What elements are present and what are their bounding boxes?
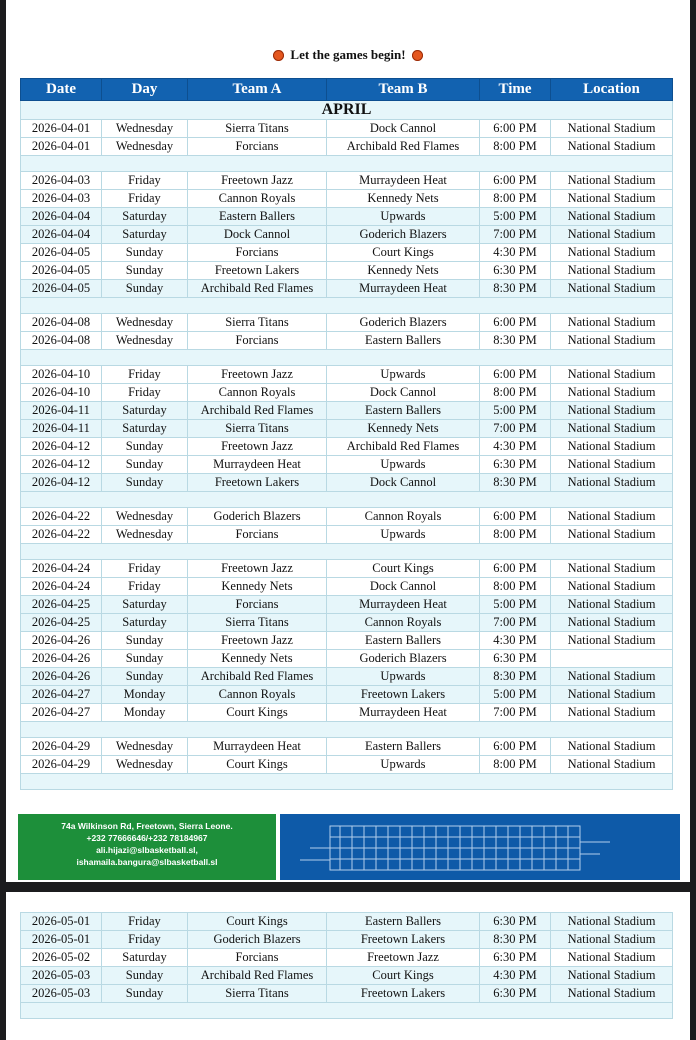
cell-day: Wednesday [102,508,188,526]
cell-team-a: Cannon Royals [188,686,327,704]
cell-date: 2026-04-12 [21,438,102,456]
table-row [21,931,673,949]
cell-team-a: Forcians [188,596,327,614]
cell-date: 2026-04-24 [21,560,102,578]
cell-team-b: Cannon Royals [327,614,480,632]
cell-team-a: Archibald Red Flames [188,668,327,686]
cell-time: 8:30 PM [480,474,551,492]
schedule-page-1 [6,0,690,882]
contact-block [18,814,276,880]
cell-team-b: Kennedy Nets [327,420,480,438]
cell-date: 2026-04-03 [21,190,102,208]
cell-date: 2026-04-25 [21,614,102,632]
cell-date: 2026-04-22 [21,526,102,544]
cell-date: 2026-04-03 [21,172,102,190]
cell-team-b: Dock Cannol [327,474,480,492]
table-row [21,420,673,438]
cell-time: 7:00 PM [480,614,551,632]
cell-team-a: Forcians [188,526,327,544]
month-row [21,101,673,120]
cell-day: Monday [102,704,188,722]
cell-day: Sunday [102,650,188,668]
cell-time: 8:00 PM [480,526,551,544]
cell-date: 2026-04-25 [21,596,102,614]
cell-team-b: Court Kings [327,560,480,578]
cell-date: 2026-04-27 [21,704,102,722]
cell-location: National Stadium [551,190,673,208]
cell-team-a: Murraydeen Heat [188,738,327,756]
cell-location: National Stadium [551,420,673,438]
cell-time: 6:00 PM [480,120,551,138]
cell-location: National Stadium [551,366,673,384]
cell-day: Sunday [102,262,188,280]
cell-day: Wednesday [102,314,188,332]
cell-time: 6:30 PM [480,262,551,280]
cell-location: National Stadium [551,967,673,985]
cell-location: National Stadium [551,614,673,632]
cell-day: Saturday [102,402,188,420]
cell-team-b: Upwards [327,208,480,226]
cell-location: National Stadium [551,208,673,226]
cell-location: National Stadium [551,596,673,614]
cell-day: Wednesday [102,526,188,544]
cell-date: 2026-04-24 [21,578,102,596]
cell-day: Friday [102,384,188,402]
cell-location: National Stadium [551,332,673,350]
cell-day: Wednesday [102,332,188,350]
cell-team-a: Goderich Blazers [188,931,327,949]
table-row [21,120,673,138]
cell-location: National Stadium [551,668,673,686]
cell-day: Friday [102,913,188,931]
table-row [21,226,673,244]
cell-team-b: Upwards [327,456,480,474]
cell-team-a: Eastern Ballers [188,208,327,226]
cell-team-a: Dock Cannol [188,226,327,244]
table-row [21,244,673,262]
cell-day: Saturday [102,226,188,244]
cell-date: 2026-04-26 [21,632,102,650]
cell-date: 2026-04-11 [21,420,102,438]
cell-time: 6:00 PM [480,172,551,190]
cell-team-a: Sierra Titans [188,985,327,1003]
cell-team-b: Murraydeen Heat [327,280,480,298]
cell-time: 8:00 PM [480,190,551,208]
table-row [21,596,673,614]
cell-date: 2026-05-03 [21,967,102,985]
cell-time: 5:00 PM [480,208,551,226]
cell-date: 2026-04-08 [21,332,102,350]
cell-location: National Stadium [551,578,673,596]
email-1: ali.hijazi@slbasketball.sl, [96,845,198,855]
cell-day: Wednesday [102,120,188,138]
cell-team-b: Upwards [327,526,480,544]
cell-date: 2026-04-01 [21,138,102,156]
cell-day: Sunday [102,456,188,474]
table-row [21,650,673,668]
cell-location: National Stadium [551,244,673,262]
cell-date: 2026-04-08 [21,314,102,332]
cell-team-b: Archibald Red Flames [327,138,480,156]
cell-team-b: Kennedy Nets [327,262,480,280]
cell-time: 6:30 PM [480,985,551,1003]
cell-time: 7:00 PM [480,704,551,722]
cell-day: Sunday [102,280,188,298]
cell-time: 6:00 PM [480,508,551,526]
cell-date: 2026-04-10 [21,384,102,402]
cell-team-b: Murraydeen Heat [327,172,480,190]
cell-team-a: Sierra Titans [188,314,327,332]
cell-time: 8:30 PM [480,931,551,949]
cell-team-a: Sierra Titans [188,120,327,138]
table-row [21,172,673,190]
cell-team-b: Cannon Royals [327,508,480,526]
table-row [21,332,673,350]
cell-team-a: Freetown Lakers [188,262,327,280]
cell-date: 2026-04-12 [21,456,102,474]
table-row [21,686,673,704]
cell-team-b: Goderich Blazers [327,314,480,332]
cell-day: Friday [102,190,188,208]
table-row [21,138,673,156]
table-row [21,508,673,526]
table-row [21,632,673,650]
cell-date: 2026-04-27 [21,686,102,704]
cell-location: National Stadium [551,686,673,704]
cell-team-b: Court Kings [327,244,480,262]
cell-day: Saturday [102,596,188,614]
cell-team-b: Kennedy Nets [327,190,480,208]
footer-graphic-panel [280,814,680,880]
cell-team-a: Archibald Red Flames [188,402,327,420]
table-row [21,314,673,332]
cell-day: Sunday [102,967,188,985]
table-row [21,668,673,686]
cell-day: Wednesday [102,738,188,756]
spacer-row [21,1003,673,1019]
cell-date: 2026-04-22 [21,508,102,526]
cell-day: Sunday [102,474,188,492]
cell-team-a: Forcians [188,244,327,262]
table-row [21,366,673,384]
table-row [21,985,673,1003]
cell-location: National Stadium [551,384,673,402]
cell-team-b: Eastern Ballers [327,332,480,350]
phone-numbers: +232 77666646/+232 78184967 [86,833,208,843]
cell-team-a: Kennedy Nets [188,650,327,668]
cell-time: 6:30 PM [480,913,551,931]
schedule-page-2 [6,892,690,1040]
cell-location: National Stadium [551,314,673,332]
cell-team-a: Freetown Jazz [188,438,327,456]
cell-team-b: Goderich Blazers [327,226,480,244]
cell-date: 2026-04-11 [21,402,102,420]
cell-time: 6:00 PM [480,560,551,578]
cell-team-b: Dock Cannol [327,384,480,402]
table-row [21,402,673,420]
cell-date: 2026-05-01 [21,913,102,931]
table-header-row [21,79,673,101]
cell-team-a: Court Kings [188,913,327,931]
cell-date: 2026-04-26 [21,668,102,686]
cell-time: 8:00 PM [480,756,551,774]
cell-date: 2026-05-03 [21,985,102,1003]
cell-date: 2026-04-01 [21,120,102,138]
header-location: Location [551,79,673,101]
cell-day: Wednesday [102,138,188,156]
cell-time: 7:00 PM [480,420,551,438]
cell-time: 5:00 PM [480,596,551,614]
cell-time: 8:30 PM [480,332,551,350]
cell-team-b: Upwards [327,756,480,774]
cell-day: Sunday [102,244,188,262]
cell-location: National Stadium [551,474,673,492]
cell-date: 2026-04-04 [21,226,102,244]
cell-team-b: Goderich Blazers [327,650,480,668]
cell-day: Monday [102,686,188,704]
basketball-icon [412,50,423,61]
cell-day: Sunday [102,668,188,686]
cell-time: 6:00 PM [480,314,551,332]
cell-location: National Stadium [551,632,673,650]
cell-team-a: Freetown Jazz [188,632,327,650]
cell-location: National Stadium [551,738,673,756]
cell-location: National Stadium [551,172,673,190]
cell-team-b: Freetown Jazz [327,949,480,967]
cell-team-a: Forcians [188,949,327,967]
cell-team-b: Dock Cannol [327,578,480,596]
cell-team-a: Kennedy Nets [188,578,327,596]
cell-team-a: Cannon Royals [188,190,327,208]
cell-team-a: Murraydeen Heat [188,456,327,474]
table-row [21,967,673,985]
cell-team-a: Sierra Titans [188,420,327,438]
cell-team-a: Goderich Blazers [188,508,327,526]
basketball-icon [273,50,284,61]
cell-team-a: Freetown Jazz [188,366,327,384]
cell-location: National Stadium [551,226,673,244]
april-schedule-table [20,78,673,790]
cell-team-a: Forcians [188,332,327,350]
cell-team-b: Freetown Lakers [327,985,480,1003]
cell-team-a: Forcians [188,138,327,156]
cell-team-b: Eastern Ballers [327,632,480,650]
cell-date: 2026-05-02 [21,949,102,967]
banner [6,44,690,66]
cell-time: 6:00 PM [480,738,551,756]
table-row [21,756,673,774]
table-row [21,384,673,402]
cell-team-a: Freetown Jazz [188,172,327,190]
cell-time: 6:30 PM [480,650,551,668]
cell-time: 8:00 PM [480,384,551,402]
cell-location: National Stadium [551,985,673,1003]
spacer-row [21,722,673,738]
cell-time: 7:00 PM [480,226,551,244]
cell-location: National Stadium [551,949,673,967]
contact-footer [18,814,680,880]
cell-day: Sunday [102,438,188,456]
cell-location: National Stadium [551,262,673,280]
cell-location: National Stadium [551,931,673,949]
cell-location: National Stadium [551,438,673,456]
cell-team-a: Court Kings [188,756,327,774]
cell-day: Saturday [102,614,188,632]
table-row [21,949,673,967]
cell-time: 4:30 PM [480,967,551,985]
cell-time: 6:30 PM [480,949,551,967]
cell-team-a: Sierra Titans [188,614,327,632]
cell-day: Saturday [102,420,188,438]
email-2: ishamaila.bangura@slbasketball.sl [76,857,218,867]
month-label: APRIL [21,101,673,120]
table-row [21,704,673,722]
cell-day: Friday [102,578,188,596]
cell-time: 8:00 PM [480,578,551,596]
cell-team-b: Court Kings [327,967,480,985]
cell-team-b: Murraydeen Heat [327,704,480,722]
cell-day: Sunday [102,985,188,1003]
cell-team-a: Court Kings [188,704,327,722]
table-row [21,614,673,632]
cell-time: 5:00 PM [480,402,551,420]
cell-location: National Stadium [551,402,673,420]
cell-team-b: Freetown Lakers [327,931,480,949]
cell-date: 2026-04-05 [21,262,102,280]
cell-team-b: Eastern Ballers [327,913,480,931]
cell-day: Saturday [102,208,188,226]
cell-location: National Stadium [551,560,673,578]
cell-time: 4:30 PM [480,244,551,262]
cell-time: 8:30 PM [480,280,551,298]
cell-day: Friday [102,560,188,578]
banner-text: Let the games begin! [290,47,406,62]
table-row [21,474,673,492]
table-row [21,208,673,226]
cell-day: Sunday [102,632,188,650]
cell-location: National Stadium [551,120,673,138]
cell-date: 2026-04-05 [21,280,102,298]
table-row [21,913,673,931]
cell-time: 8:00 PM [480,138,551,156]
cell-time: 8:30 PM [480,668,551,686]
table-row [21,738,673,756]
cell-day: Friday [102,172,188,190]
cell-date: 2026-04-12 [21,474,102,492]
may-schedule-table [20,912,673,1019]
cell-location: National Stadium [551,138,673,156]
spacer-row [21,156,673,172]
cell-time: 6:00 PM [480,366,551,384]
cell-location: National Stadium [551,508,673,526]
header-team-b: Team B [327,79,480,101]
cell-team-b: Upwards [327,668,480,686]
cell-date: 2026-04-04 [21,208,102,226]
cell-date: 2026-05-01 [21,931,102,949]
cell-location: National Stadium [551,526,673,544]
cell-team-b: Freetown Lakers [327,686,480,704]
cell-time: 6:30 PM [480,456,551,474]
header-day: Day [102,79,188,101]
cell-team-a: Archibald Red Flames [188,967,327,985]
spacer-row [21,774,673,790]
cell-team-a: Freetown Lakers [188,474,327,492]
cell-date: 2026-04-26 [21,650,102,668]
cell-team-b: Eastern Ballers [327,402,480,420]
header-time: Time [480,79,551,101]
address: 74a Wilkinson Rd, Freetown, Sierra Leone. [61,821,233,831]
cell-team-a: Freetown Jazz [188,560,327,578]
cell-team-b: Eastern Ballers [327,738,480,756]
cell-location: National Stadium [551,913,673,931]
cell-team-b: Archibald Red Flames [327,438,480,456]
cell-team-a: Cannon Royals [188,384,327,402]
table-row [21,438,673,456]
table-row [21,560,673,578]
cell-time: 4:30 PM [480,632,551,650]
spacer-row [21,492,673,508]
table-row [21,456,673,474]
cell-team-a: Archibald Red Flames [188,280,327,298]
cell-location: National Stadium [551,756,673,774]
cell-location [551,650,673,668]
cell-location: National Stadium [551,456,673,474]
cell-date: 2026-04-05 [21,244,102,262]
spacer-row [21,544,673,560]
table-row [21,578,673,596]
table-row [21,262,673,280]
table-row [21,526,673,544]
spacer-row [21,298,673,314]
spacer-row [21,350,673,366]
cell-team-b: Murraydeen Heat [327,596,480,614]
cell-date: 2026-04-10 [21,366,102,384]
table-row [21,190,673,208]
header-team-a: Team A [188,79,327,101]
cell-date: 2026-04-29 [21,738,102,756]
cell-location: National Stadium [551,280,673,298]
basketball-net-graphic [280,814,680,880]
cell-team-b: Upwards [327,366,480,384]
cell-location: National Stadium [551,704,673,722]
table-row [21,280,673,298]
cell-team-b: Dock Cannol [327,120,480,138]
cell-day: Saturday [102,949,188,967]
cell-day: Friday [102,366,188,384]
header-date: Date [21,79,102,101]
cell-day: Wednesday [102,756,188,774]
cell-time: 4:30 PM [480,438,551,456]
cell-day: Friday [102,931,188,949]
cell-date: 2026-04-29 [21,756,102,774]
cell-time: 5:00 PM [480,686,551,704]
